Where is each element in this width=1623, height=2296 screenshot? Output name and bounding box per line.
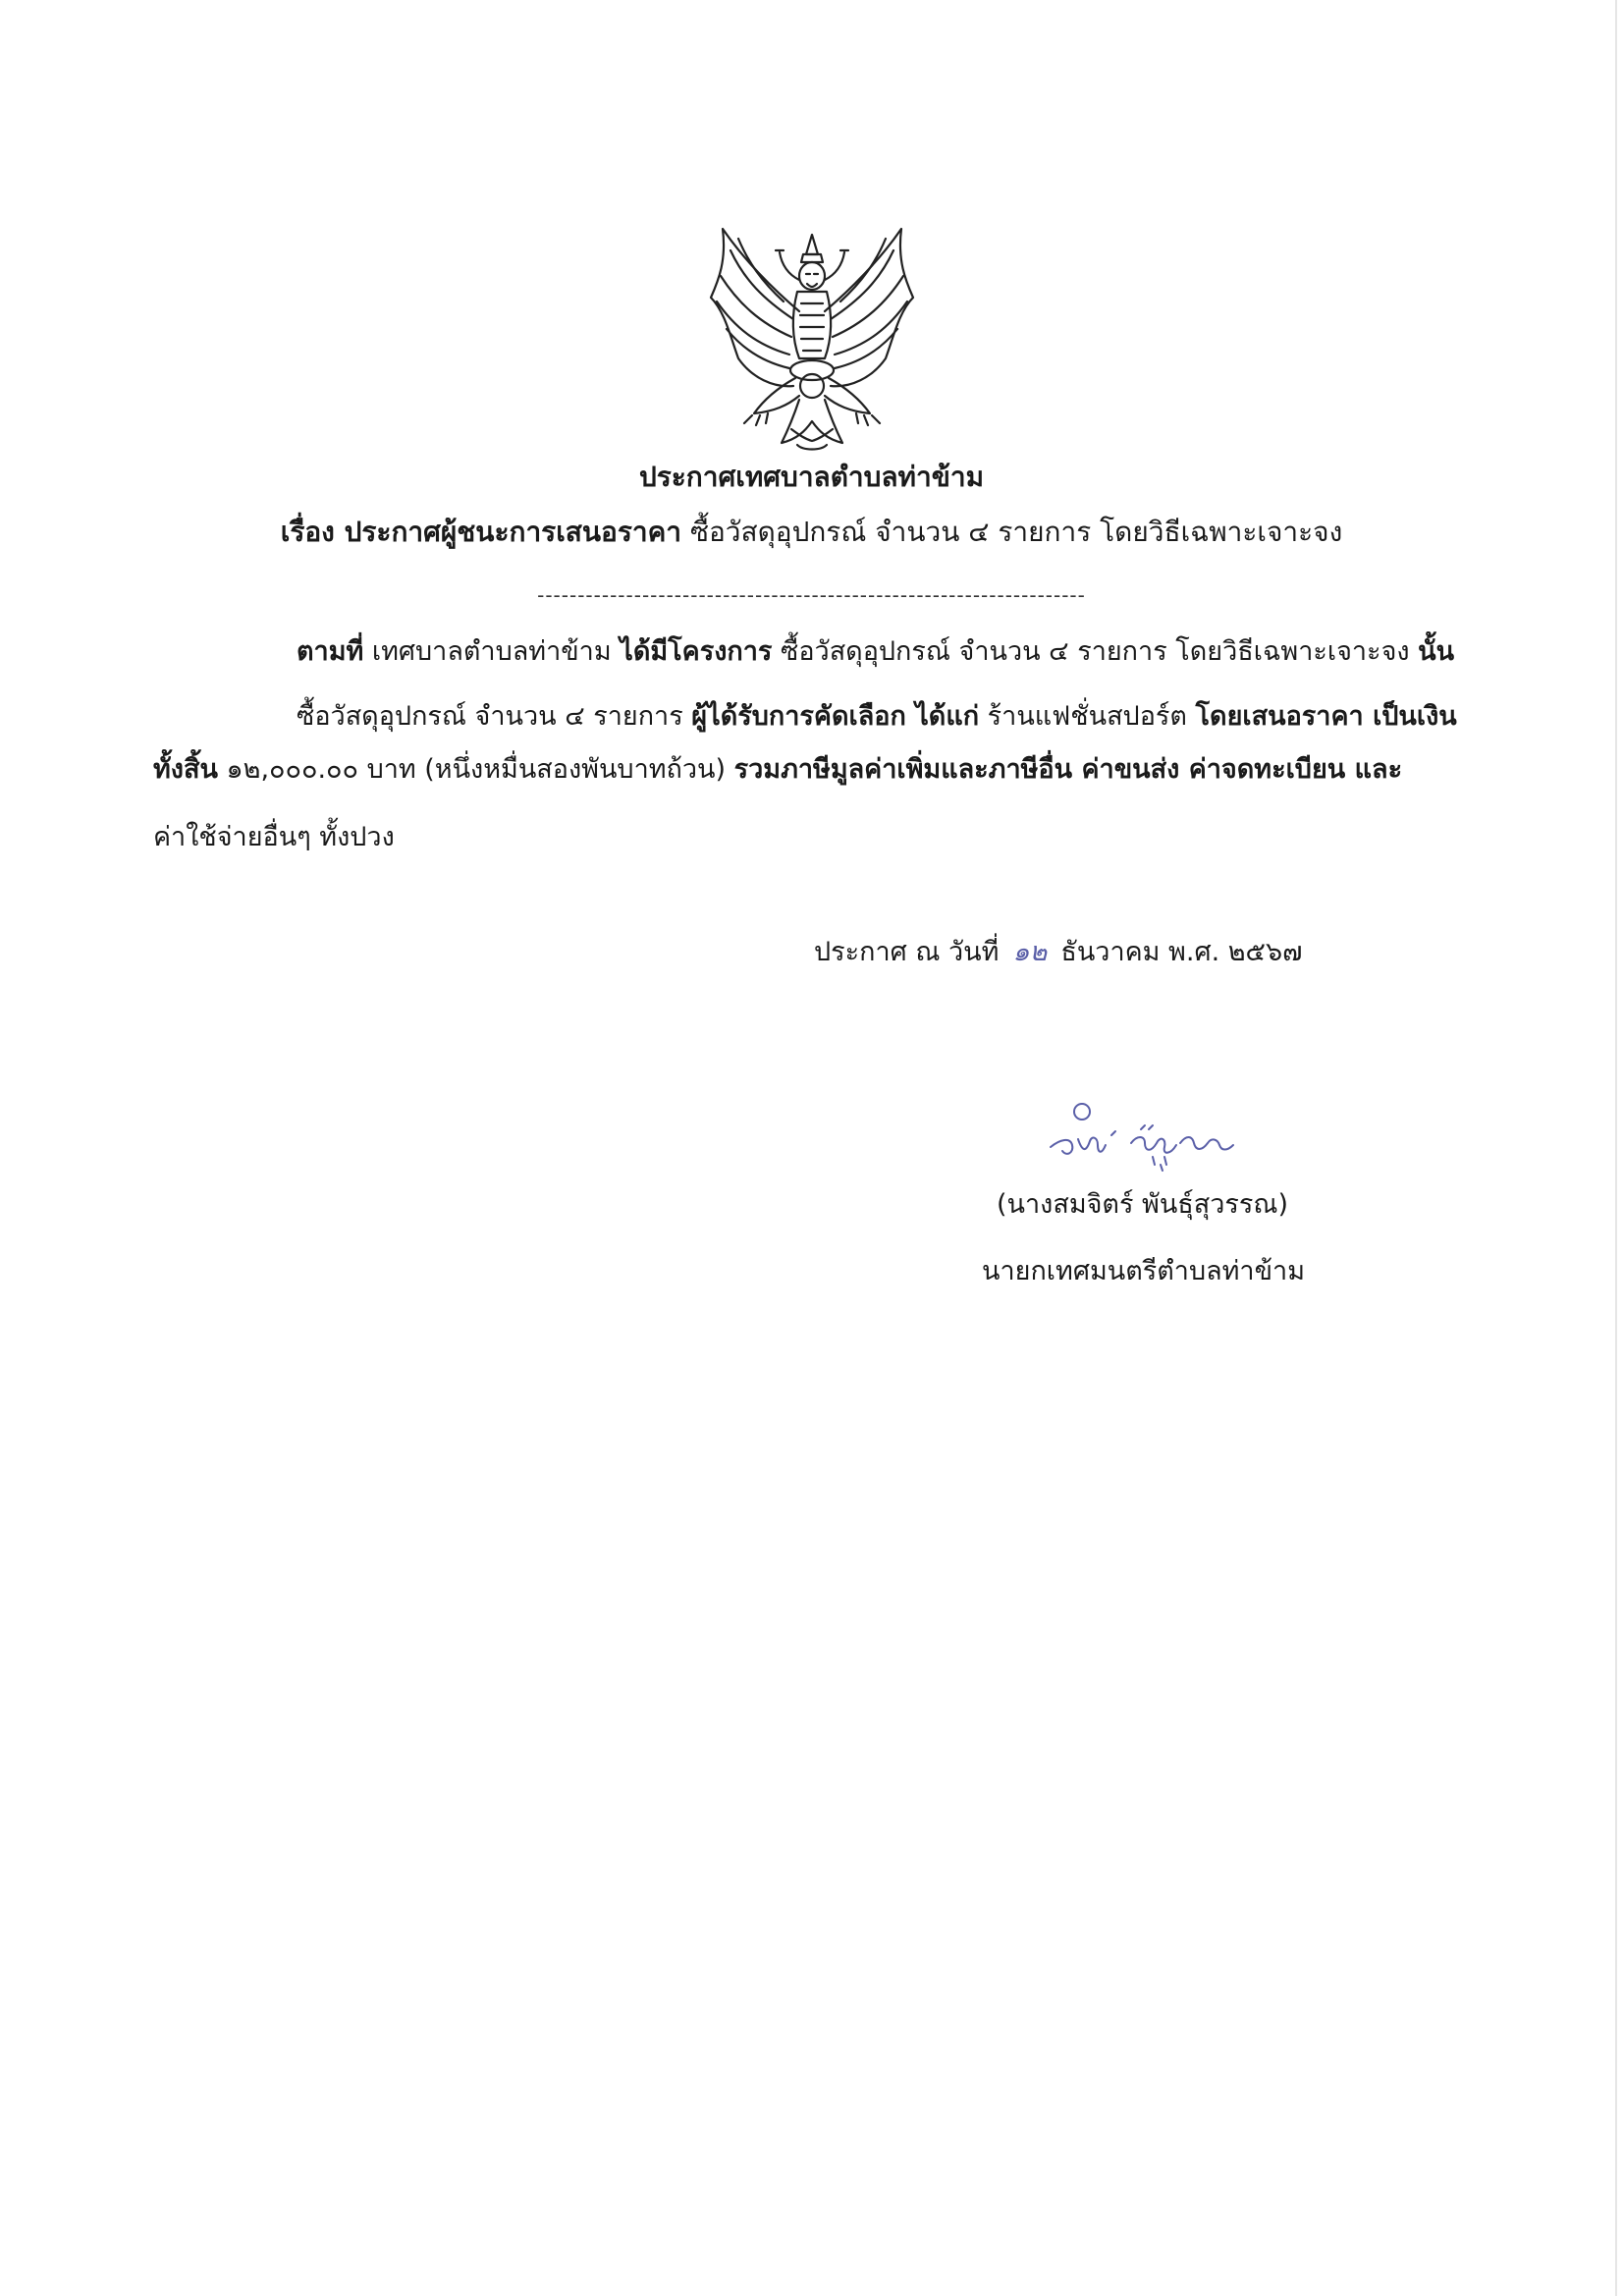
announcement-subject — [0, 513, 1623, 552]
p1-c: ได้มีโครงการ — [620, 636, 773, 667]
p3-c: รวมภาษีมูลค่าเพิ่มและภาษีอื่น ค่าขนส่ง ค่าจดทะเบียน และ — [733, 754, 1403, 785]
p1-b: เทศบาลตำบลท่าข้าม — [363, 636, 621, 667]
divider-line: -------------------------------------------------------------------- — [537, 583, 1086, 607]
page-edge — [1615, 0, 1617, 2296]
paragraph-line-2 — [297, 697, 1457, 737]
paragraph-line-1 — [297, 632, 1454, 672]
paragraph-line-3 — [153, 750, 1402, 790]
p2-a: ซื้อวัสดุอุปกรณ์ จำนวน ๔ รายการ — [297, 701, 692, 732]
p2-c: ร้านแฟชั่นสปอร์ต — [979, 701, 1196, 732]
p1-d: ซื้อวัสดุอุปกรณ์ จำนวน ๔ รายการ โดยวิธีเฉพาะเจาะจง — [772, 636, 1419, 667]
p3-a: ทั้งสิ้น — [153, 754, 218, 785]
handwritten-signature — [1043, 1100, 1259, 1178]
announcement-title: ประกาศเทศบาลตำบลท่าข้าม — [638, 461, 985, 493]
p3-b: ๑๒,๐๐๐.๐๐ บาท (หนึ่งหมื่นสองพันบาทถ้วน) — [217, 754, 734, 785]
subject-rest: ซื้อวัสดุอุปกรณ์ จำนวน ๔ รายการ โดยวิธีเฉพาะเจาะจง — [681, 516, 1343, 548]
p2-d: โดยเสนอราคา เป็นเงิน — [1195, 701, 1457, 732]
garuda-emblem-icon — [705, 221, 919, 457]
paragraph-line-4: ค่าใช้จ่ายอื่นๆ ทั้งปวง — [153, 822, 395, 852]
p1-a: ตามที่ — [297, 636, 364, 667]
date-day-handwritten: ๑๒ — [1012, 937, 1048, 967]
subject-lead: เรื่อง ประกาศผู้ชนะการเสนอราคา — [280, 516, 682, 548]
date-prefix: ประกาศ ณ วันที่ — [814, 937, 1000, 967]
signer-position: นายกเทศมนตรีตำบลท่าข้าม — [982, 1256, 1305, 1286]
date-suffix: ธันวาคม พ.ศ. ๒๕๖๗ — [1060, 937, 1303, 967]
signer-name: (นางสมจิตร์ พันธุ์สุวรรณ) — [997, 1189, 1289, 1220]
announcement-date — [814, 933, 1302, 972]
p1-e: นั้น — [1418, 636, 1455, 667]
p2-b: ผู้ได้รับการคัดเลือก ได้แก่ — [691, 701, 980, 732]
